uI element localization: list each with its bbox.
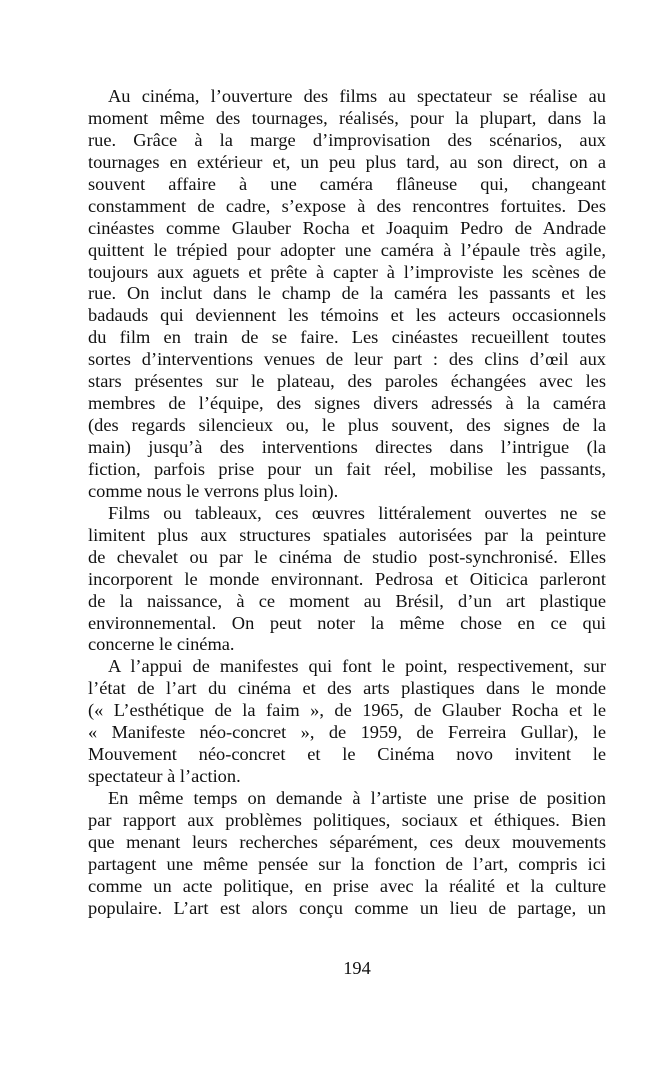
text-line: toujours aux aguets et prête à capter à l’improviste les scènes de bbox=[88, 261, 606, 282]
text-line: quittent le trépied pour adopter une caméra à l’épaule très agile, bbox=[88, 239, 606, 260]
text-line: (« L’esthétique de la faim », de 1965, de Glauber Rocha et le bbox=[88, 700, 606, 721]
text-line: partagent une même pensée sur la fonction de l’art, compris ici bbox=[88, 853, 606, 874]
text-line: En même temps on demande à l’artiste une prise de position bbox=[108, 788, 606, 808]
text-line: fiction, parfois prise pour un fait réel, mobilise les passants, bbox=[88, 458, 606, 479]
text-line: spectateur à l’action. bbox=[88, 766, 241, 787]
text-line: que menant leurs recherches séparément, ces deux mouvements bbox=[88, 831, 606, 852]
text-line: A l’appui de manifestes qui font le point, respectivement, sur bbox=[108, 656, 606, 677]
text-line: constamment de cadre, s’expose à des rencontres fortuites. Des bbox=[88, 195, 606, 216]
page-body bbox=[88, 86, 606, 920]
text-line: main) jusqu’à des interventions directes dans l’intrigue (la bbox=[88, 437, 606, 457]
text-line: cinéastes comme Glauber Rocha et Joaquim Pedro de Andrade bbox=[88, 217, 606, 238]
text-line: Au cinéma, l’ouverture des films au spectateur se réalise au bbox=[108, 86, 606, 106]
text-line: Films ou tableaux, ces œuvres littéralement ouvertes ne se bbox=[108, 502, 606, 523]
text-line: stars présentes sur le plateau, des paroles échangées avec les bbox=[88, 371, 606, 392]
text-line: comme un acte politique, en prise avec la réalité et la culture bbox=[88, 875, 606, 896]
paragraph bbox=[88, 656, 606, 788]
text-line: de la naissance, à ce moment au Brésil, d’un art plastique bbox=[88, 590, 606, 611]
text-line: souvent affaire à une caméra flâneuse qui, changeant bbox=[88, 173, 606, 194]
text-line: par rapport aux problèmes politiques, sociaux et éthiques. Bien bbox=[88, 809, 606, 830]
text-line: « Manifeste néo-concret », de 1959, de Ferreira Gullar), le bbox=[88, 722, 606, 743]
paragraph bbox=[88, 503, 606, 657]
paragraph bbox=[88, 86, 606, 503]
text-line: comme nous le verrons plus loin). bbox=[88, 480, 339, 501]
page-number: 194 bbox=[343, 958, 371, 978]
text-line: tournages en extérieur et, un peu plus tard, au son direct, on a bbox=[88, 151, 606, 172]
text-line: du film en train de se faire. Les cinéastes recueillent toutes bbox=[88, 327, 606, 348]
text-line: environnemental. On peut noter la même chose en ce qui bbox=[88, 612, 606, 633]
text-line: Mouvement néo-concret et le Cinéma novo invitent le bbox=[88, 744, 606, 765]
text-line: (des regards silencieux ou, le plus souvent, des signes de la bbox=[88, 415, 606, 436]
text-line: membres de l’équipe, des signes divers adressés à la caméra bbox=[88, 393, 606, 414]
text-line: badauds qui deviennent les témoins et les acteurs occasionnels bbox=[88, 305, 606, 326]
text-line: moment même des tournages, réalisés, pour la plupart, dans la bbox=[88, 107, 606, 128]
text-line: limitent plus aux structures spatiales autorisées par la peinture bbox=[88, 524, 606, 545]
text-line: concerne le cinéma. bbox=[88, 634, 235, 655]
text-line: rue. On inclut dans le champ de la caméra les passants et les bbox=[88, 283, 606, 304]
text-line: sortes d’interventions venues de leur part : des clins d’œil aux bbox=[88, 349, 606, 370]
text-line: incorporent le monde environnant. Pedrosa et Oiticica parleront bbox=[88, 568, 606, 589]
text-line: populaire. L’art est alors conçu comme un lieu de partage, un bbox=[88, 897, 606, 918]
text-line: rue. Grâce à la marge d’improvisation des scénarios, aux bbox=[88, 129, 606, 150]
text-line: de chevalet ou par le cinéma de studio post-synchronisé. Elles bbox=[88, 546, 606, 567]
text-line: l’état de l’art du cinéma et des arts plastiques dans le monde bbox=[88, 678, 606, 699]
paragraph bbox=[88, 788, 606, 920]
